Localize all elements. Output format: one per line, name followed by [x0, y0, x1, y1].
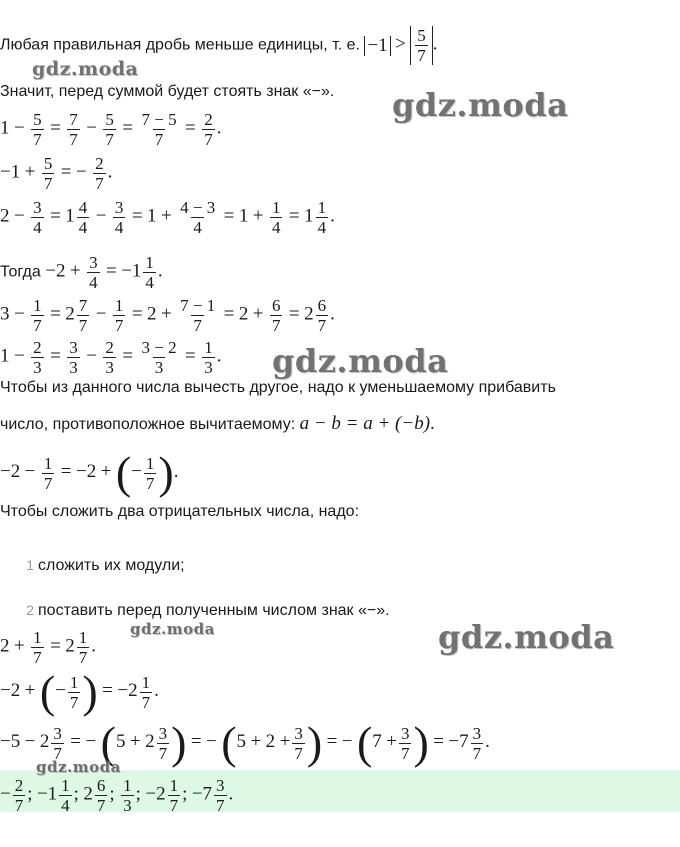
equation-3: 2 − $\frac{3}{4}$ = 1 $\frac{4}{4}$ − $\frac{3}{4}$ = 1 + $\frac{4 - 3}{4}$ = 1 + $\frac{1}{4}$ = 1 $\frac{1}{4}$ .	[0, 198, 335, 237]
equation-2: −1 + $\frac{5}{7}$ = − $\frac{2}{7}$ .	[0, 154, 113, 193]
intro-text: Любая правильная дробь меньше единицы, т. е.	[0, 36, 360, 54]
list-text-2: поставить перед полученным числом знак «−».	[38, 602, 390, 619]
list-item-2	[0, 600, 390, 621]
neg-rule: Чтобы сложить два отрицательных числа, надо:	[0, 503, 360, 520]
subtract-rule-line-1	[0, 378, 556, 398]
intro-line: Любая правильная дробь меньше единицы, т. е. −1 > $\frac{5}{7}$ .	[0, 26, 438, 65]
list-item-1	[0, 555, 185, 576]
togda-word: Тогда	[0, 263, 41, 281]
watermark-3: gdz.moda	[272, 342, 449, 380]
equation-8: −2 + (− $\frac{1}{7}$ ) = −2 $\frac{1}{7}$ .	[0, 666, 159, 717]
watermark-1: gdz.moda	[32, 58, 139, 80]
watermark-4: gdz.moda	[130, 620, 215, 638]
sign-note: Значит, перед суммой будет стоять знак «−».	[0, 83, 335, 100]
watermark-5: gdz.moda	[438, 618, 615, 656]
equation-1: 1 − $\frac{5}{7}$ = $\frac{7}{7}$ − $\frac{5}{7}$ = $\frac{7 - 5}{7}$ = $\frac{2}{7}$ .	[0, 110, 222, 149]
equation-5: 1 − $\frac{2}{3}$ = $\frac{3}{3}$ − $\frac{2}{3}$ = $\frac{3 - 2}{3}$ = $\frac{1}{3}$ .	[0, 338, 222, 377]
answer-line: − $\frac{2}{7}$ ; −1 $\frac{1}{4}$ ; 2 $\frac{6}{7}$ ; $\frac{1}{3}$ ; −2 $\frac{1}{7}$ ; −7 $\frac{3}{7}$ .	[0, 776, 234, 815]
subtract-rule-1: Чтобы из данного числа вычесть другое, надо к уменьшаемому прибавить	[0, 379, 556, 396]
equation-6: −2 − $\frac{1}{7}$ = −2 + (− $\frac{1}{7}$ ).	[0, 447, 179, 498]
subtract-rule-2: число, противоположное вычитаемому:	[0, 416, 296, 433]
subtract-rule-line-2: число, противоположное вычитаемому: a − b = a + (−b).	[0, 413, 435, 434]
watermark-2: gdz.moda	[392, 86, 569, 124]
equation-9: −5 − 2 $\frac{3}{7}$ = − (5 + 2 $\frac{3}{7}$ ) = − (5 + 2 + $\frac{3}{7}$ ) = − (7 + $\frac{3}{7}$ ) = −7 $\frac{3}{7}$ .	[0, 717, 490, 768]
equation-4: 3 − $\frac{1}{7}$ = 2 $\frac{7}{7}$ − $\frac{1}{7}$ = 2 + $\frac{7 - 1}{7}$ = 2 + $\frac{6}{7}$ = 2 $\frac{6}{7}$ .	[0, 296, 335, 335]
togda-line: Тогда −2 + $\frac{3}{4}$ = −1 $\frac{1}{4}$ .	[0, 253, 163, 292]
list-text-1: сложить их модули;	[38, 557, 185, 574]
abs-neg-one: −1	[364, 36, 390, 56]
rule-formula: a − b = a + (−b)	[299, 413, 431, 434]
watermark-6: gdz.moda	[36, 758, 121, 776]
list-number-1: 1	[26, 557, 34, 573]
equation-7: 2 + $\frac{1}{7}$ = 2 $\frac{1}{7}$ .	[0, 628, 96, 667]
list-number-2: 2	[26, 602, 34, 618]
gt-sign: >	[395, 33, 406, 55]
abs-fraction: $\frac{5}{7}$	[410, 26, 433, 65]
sign-note-line	[0, 82, 334, 102]
neg-rule-line	[0, 502, 359, 522]
